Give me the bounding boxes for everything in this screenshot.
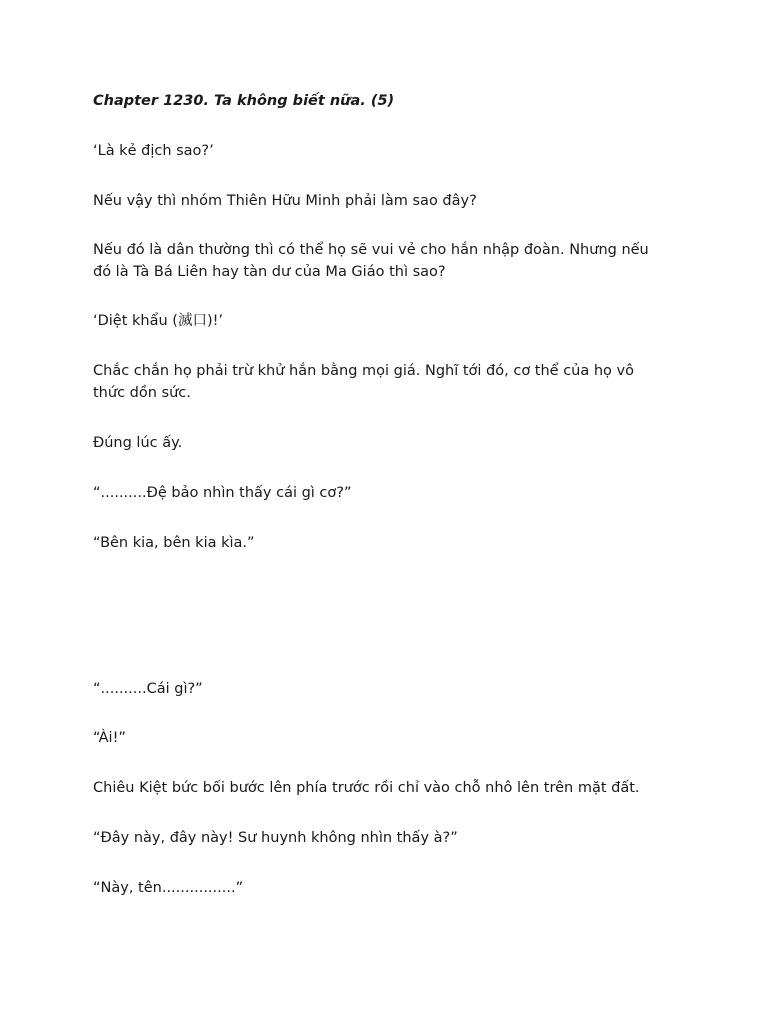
paragraph-line: “Đây này, đây này! Sư huynh không nhìn thấy à?” (93, 830, 458, 846)
paragraph-line: “..........Đệ bảo nhìn thấy cái gì cơ?” (93, 485, 352, 501)
paragraph-line: Nếu vậy thì nhóm Thiên Hữu Minh phải làm sao đây? (93, 193, 477, 209)
paragraph-line: thức dồn sức. (93, 385, 191, 401)
paragraph-line: “Này, tên................” (93, 880, 244, 896)
paragraph-line: ‘Là kẻ địch sao?’ (93, 143, 214, 159)
paragraph-line: Đúng lúc ấy. (93, 435, 183, 451)
paragraph-line: “Bên kia, bên kia kìa.” (93, 535, 255, 551)
paragraph-line: đó là Tà Bá Liên hay tàn dư của Ma Giáo thì sao? (93, 264, 446, 280)
paragraph-line: Nếu đó là dân thường thì có thể họ sẽ vui vẻ cho hắn nhập đoàn. Nhưng nếu (93, 242, 649, 258)
paragraph-line: “Ài!” (93, 730, 126, 746)
paragraph-line: Chắc chắn họ phải trừ khử hắn bằng mọi giá. Nghĩ tới đó, cơ thể của họ vô (93, 363, 634, 379)
paragraph-line: Chiêu Kiệt bức bối bước lên phía trước rồi chỉ vào chỗ nhô lên trên mặt đất. (93, 780, 640, 796)
paragraph-line: “..........Cái gì?” (93, 681, 203, 697)
chapter-title: Chapter 1230. Ta không biết nữa. (5) (93, 93, 395, 109)
paragraph-line: ‘Diệt khẩu (滅口)!’ (93, 313, 224, 329)
